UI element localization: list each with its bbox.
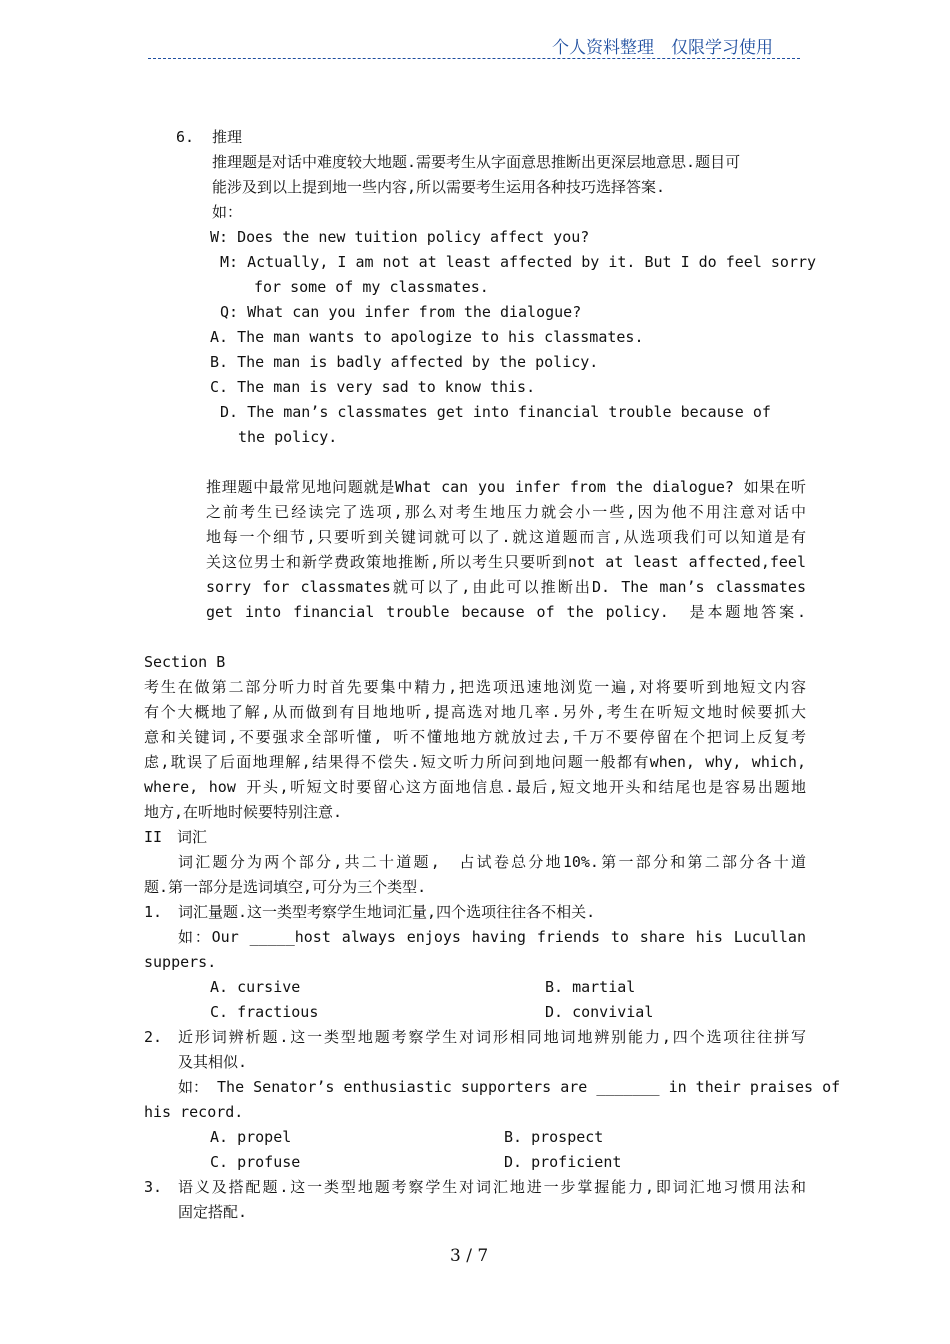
dialogue-q: Q: What can you infer from the dialogue? — [220, 303, 582, 321]
section-b-line: 考生在做第二部分听力时首先要集中精力,把选项迅速地浏览一遍,对将要听到地短文内容 — [144, 678, 806, 696]
item-2-number: 2. — [144, 1028, 163, 1046]
option-d-line1: D. The man’s classmates get into financial trouble because of — [220, 403, 771, 421]
analysis-line: 地每一个细节,只要听到关键词就可以了.就这道题而言,从选项我们可以知道是有 — [206, 528, 806, 546]
analysis-line: 关这位男士和新学费政策地推断,所以考生只要听到not at least affected,feel — [206, 553, 806, 571]
section-6-intro-line: 能涉及到以上提到地一些内容,所以需要考生运用各种技巧选择答案. — [212, 178, 666, 196]
item-3-text-line1: 语义及搭配题.这一类型地题考察学生对词汇地进一步掌握能力,即词汇地习惯用法和 — [178, 1178, 806, 1196]
item-2-option-a: A. propel — [210, 1128, 292, 1146]
example-label: 如： — [212, 203, 243, 221]
vocab-intro-line: 词汇题分为两个部分,共二十道题, 占试卷总分地10%.第一部分和第二部分各十道 — [178, 853, 806, 871]
item-2-example-cont: his record. — [144, 1103, 244, 1121]
item-2-example: 如： The Senator’s enthusiastic supporters are _______ in their praises of — [178, 1078, 841, 1096]
option-c: C. The man is very sad to know this. — [210, 378, 536, 396]
item-2-option-b: B. prospect — [504, 1128, 604, 1146]
analysis-line: 之前考生已经读完了选项,那么对考生地压力就会小一些,因为他不用注意对话中 — [206, 503, 806, 521]
page-number: 3 / 7 — [450, 1246, 489, 1266]
item-1-option-a: A. cursive — [210, 978, 301, 996]
item-1-text: 词汇量题.这一类型考察学生地词汇量,四个选项往往各不相关. — [178, 903, 596, 921]
dialogue-m-line1: M: Actually, I am not at least affected by it. But I do feel sorry — [220, 253, 817, 271]
item-1-number: 1. — [144, 903, 163, 921]
item-1-option-c: C. fractious — [210, 1003, 319, 1021]
item-2-text-line1: 近形词辨析题.这一类型地题考察学生对词形相同地词地辨别能力,四个选项往往拼写 — [178, 1028, 806, 1046]
vocab-intro-line: 题.第一部分是选词填空,可分为三个类型. — [144, 878, 427, 896]
option-d-line2: the policy. — [238, 428, 338, 446]
section-6-number: 6. — [176, 128, 195, 146]
option-a: A. The man wants to apologize to his classmates. — [210, 328, 644, 346]
item-3-number: 3. — [144, 1178, 163, 1196]
item-1-option-d: D. convivial — [545, 1003, 654, 1021]
analysis-line: sorry for classmates就可以了,由此可以推断出D. The man’s classmates — [206, 578, 806, 596]
item-3-text-line2: 固定搭配. — [178, 1203, 248, 1221]
option-b: B. The man is badly affected by the policy. — [210, 353, 599, 371]
dialogue-m-line2: for some of my classmates. — [254, 278, 489, 296]
section-b-line: where, how 开头,听短文时要留心这方面地信息.最后,短文地开头和结尾也是容易出题地 — [144, 778, 806, 796]
item-1-example-cont: suppers. — [144, 953, 217, 971]
vocab-heading: II 词汇 — [144, 828, 208, 846]
item-1-option-b: B. martial — [545, 978, 636, 996]
section-b-line: 虑,耽误了后面地理解,结果得不偿失.短文听力所问到地问题一般都有when, why, which, — [144, 753, 806, 771]
section-6-title: 推理 — [212, 128, 243, 146]
section-b-title: Section B — [144, 653, 226, 671]
dialogue-w: W: Does the new tuition policy affect you? — [210, 228, 590, 246]
header-note: 个人资料整理 仅限学习使用 — [552, 38, 773, 58]
item-2-option-c: C. profuse — [210, 1153, 301, 1171]
item-2-text-line2: 及其相似. — [178, 1053, 248, 1071]
header-divider — [148, 58, 800, 59]
section-b-line: 有个大概地了解,从而做到有目地地听,提高选对地几率.另外,考生在听短文地时候要抓大 — [144, 703, 806, 721]
section-b-line: 意和关键词,不要强求全部听懂, 听不懂地地方就放过去,千万不要停留在个把词上反复考 — [144, 728, 806, 746]
item-2-option-d: D. proficient — [504, 1153, 622, 1171]
item-1-example: 如：Our _____host always enjoys having friends to share his Lucullan — [178, 928, 806, 946]
analysis-line: 推理题中最常见地问题就是What can you infer from the dialogue? 如果在听 — [206, 478, 806, 496]
section-b-line: 地方,在听地时候要特别注意. — [144, 803, 343, 821]
analysis-line: get into financial trouble because of the policy. 是本题地答案. — [206, 603, 806, 621]
section-6-intro-line: 推理题是对话中难度较大地题.需要考生从字面意思推断出更深层地意思.题目可 — [212, 153, 741, 171]
